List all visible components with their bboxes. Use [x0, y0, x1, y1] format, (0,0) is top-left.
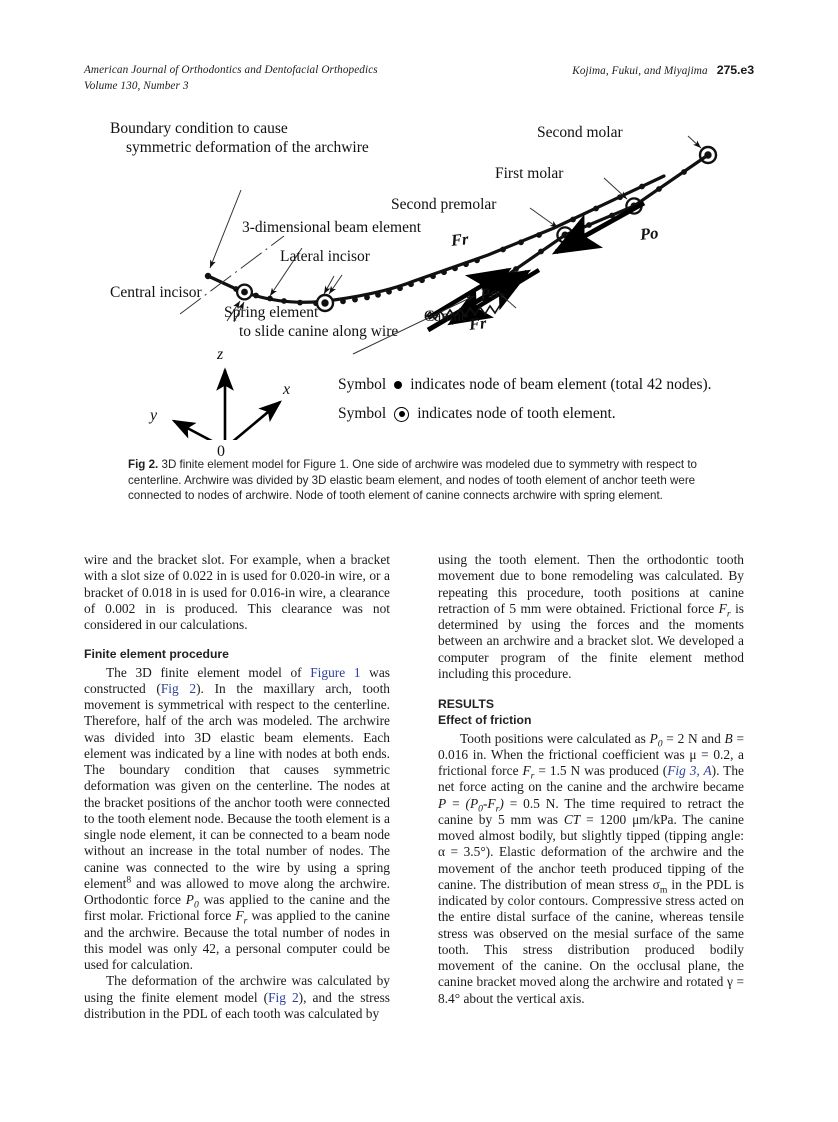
fep-text-d: and was allowed to move along the archwire. Orthodontic force	[84, 875, 390, 907]
label-fr-upper: Fr	[450, 229, 470, 250]
res-g: = 0.5 N. The time required to retract the canine by 5 mm was	[438, 795, 744, 827]
res-sigma-sub: m	[659, 884, 668, 896]
rc-text-a: using the tooth element. Then the orthodontic tooth movement due to bone remodeling was calculated. By repeating this procedure, tooth positions at canine retraction of 5 mm were obtained. Frictional force	[438, 552, 744, 616]
res-expr-3: )	[499, 795, 504, 811]
symbol-F-subscript: r	[243, 915, 248, 927]
res-symbol-CT: CT	[563, 811, 581, 827]
heading-results: RESULTS	[438, 697, 494, 711]
res-symbol-Fr: F	[522, 763, 531, 778]
figure-caption	[128, 457, 712, 504]
symbol-F-right-sub: r	[726, 608, 731, 620]
legend-beam-node-text: indicates node of beam element (total 42 nodes).	[410, 376, 712, 393]
paragraph-fep-1	[84, 665, 390, 974]
res-f: =	[446, 795, 466, 811]
fep-text-f: was applied to the canine and the archwire. Because the total number of nodes in this model was only 42, a personal computer could be used for calculation.	[84, 908, 390, 972]
running-head-right	[572, 63, 754, 77]
symbol-F-right: F	[718, 600, 727, 616]
leader-first-molar	[604, 178, 627, 199]
paragraph-right-continuation	[438, 552, 744, 682]
label-fr-lower: Fr	[468, 313, 488, 334]
res-a: Tooth positions were calculated as	[460, 730, 650, 746]
leader-second-molar	[688, 136, 701, 148]
link-fig-2-a[interactable]: Fig 2	[160, 680, 197, 696]
label-p0-molar: Po	[639, 223, 660, 244]
symbol-P-subscript: 0	[193, 899, 199, 911]
page-number: 275.e3	[716, 63, 754, 77]
journal-volume: Volume 130, Number 3	[84, 79, 189, 92]
res-d: = 1.5 N was produced (	[534, 763, 668, 778]
label-lateral-incisor: Lateral incisor	[280, 248, 370, 265]
fep-text-e: was applied to the canine and the first molar. Frictional force	[84, 892, 390, 924]
tooth-node-icon	[394, 407, 409, 422]
res-symbol-P: P	[438, 795, 447, 811]
figure-caption-label: Fig 2.	[128, 458, 159, 471]
paragraph-continuation: wire and the bracket slot. For example, when a bracket with a slot size of 0.022 in is used for 0.020-in wire, or a bracket of 0.018 in is used for 0.016-in wire, a clearance of 0.002 in is produced. This clearance was not considered in our calculations.	[84, 552, 390, 632]
link-figure-1[interactable]: Figure 1	[310, 664, 361, 680]
legend-tooth-node	[338, 405, 616, 423]
label-second-premolar: Second premolar	[391, 196, 497, 213]
legend-tooth-node-text: indicates node of tooth element.	[417, 405, 616, 422]
paragraph-fep-2	[84, 973, 390, 1022]
leader-canine	[498, 292, 516, 308]
running-head	[84, 63, 754, 97]
res-c: = 0.016 in. When the frictional coefficient was μ = 0.2, a frictional force	[438, 730, 744, 778]
figure-caption-text: 3D finite element model for Figure 1. One side of archwire was modeled due to symmetry with respect to centerline. Archwire was divided by 3D elastic beam element, and nodes of tooth element of anchor teeth were connected to nodes of archwire. Node of tooth element of canine connects archwire with spring element.	[128, 458, 697, 503]
leader-boundary	[210, 190, 241, 268]
symbol-F: F	[235, 908, 244, 924]
label-spring-line2: to slide canine along wire	[239, 323, 399, 340]
figure-2-artwork	[84, 118, 754, 460]
label-beam-element: 3-dimensional beam element	[242, 219, 422, 236]
heading-effect-of-friction: Effect of friction	[438, 713, 532, 728]
res-expr-1-sub: 0	[478, 803, 483, 815]
res-h: = 1200 μm/kPa. The canine moved almost bodily, but slightly tipped (tipping angle: α = 3.5°). Elastic deformation of the archwire and the movement of the anchor teeth produced tipping of the canine. The distribution of mean stress σ	[438, 811, 744, 892]
fep2-text-a: The deformation of the archwire was calculated by using the finite element model (	[84, 973, 390, 1005]
res-expr-1: (P	[465, 795, 479, 811]
label-p0-canine: Po	[479, 283, 500, 304]
figure-2	[84, 118, 754, 460]
res-symbol-P0-sub: 0	[657, 738, 663, 750]
res-symbol-Fr-sub: r	[530, 770, 535, 782]
label-central-incisor: Central incisor	[110, 284, 202, 301]
label-second-molar: Second molar	[537, 124, 623, 141]
label-first-molar: First molar	[495, 165, 564, 182]
leader-second-premolar	[530, 208, 558, 228]
label-spring-line1: Spring element	[224, 304, 319, 321]
legend-beam-node	[338, 376, 712, 394]
res-symbol-B: B	[724, 730, 733, 746]
journal-name: American Journal of Orthodontics and Dentofacial Orthopedics	[84, 64, 378, 76]
fep2-text-b: ), and the stress distribution in the PDL of each tooth was calculated by	[84, 989, 391, 1021]
paragraph-results-1	[438, 731, 744, 1007]
coordinate-axes	[174, 370, 280, 440]
authors-line: Kojima, Fukui, and Miyajima	[572, 65, 708, 77]
axis-label-z: z	[217, 346, 224, 363]
footnote-ref-8[interactable]: 8	[126, 874, 132, 886]
axis-label-y: y	[150, 407, 158, 424]
res-expr-2-sub: r	[495, 803, 500, 815]
label-canine: Canine	[424, 308, 468, 325]
label-boundary-line2: symmetric deformation of the archwire	[126, 139, 369, 156]
link-fig-2-b[interactable]: Fig 2	[268, 989, 299, 1005]
leader-lateral-incisor	[329, 275, 342, 294]
res-b: = 2 N and	[662, 730, 725, 746]
legend-symbol-word-1: Symbol	[338, 376, 387, 393]
rc-text-b: is determined by using the forces and the moments between an archwire and a bracket slot. We developed a computer program of the finite element method including this procedure.	[438, 600, 744, 681]
res-expr-2: -F	[482, 795, 496, 811]
fep-text-c: ). In the maxillary arch, tooth movement is symmetrical with respect to the centerline. Therefore, half of the arch was modeled. The archwire was divided into 3D elastic beam elements. Each element was indicated by a line with nodes at both ends. The boundary condition that causes symmetric deformation was given on the centerline. The nodes at the bracket positions of the anchor tooth were connected to the tooth element node. Because the tooth element is a single node element, it can be connected to a beam node without an increase in the total number of nodes. The canine was connected to the wire by using a spring element	[84, 680, 390, 891]
axis-origin: 0	[217, 443, 225, 460]
fep-text-a: The 3D finite element model of	[106, 664, 311, 680]
journal-title-block	[84, 63, 378, 94]
label-boundary-line1: Boundary condition to cause	[110, 120, 288, 137]
beam-node-icon	[394, 381, 402, 389]
link-fig-3a[interactable]: Fig 3, A	[667, 763, 712, 778]
symbol-P: P	[185, 892, 194, 907]
body-column-right	[438, 552, 744, 1007]
fep-text-b: was constructed (	[84, 664, 390, 696]
res-i: in the PDL is indicated by color contours. Compressive stress acted on the entire distal surface of the canine, whereas tensile stress was observed on the mesial surface of the same tooth. This stress distribution produced bodily movement of the canine. On the occlusal plane, the canine bracket moved along the archwire and rotated γ = 8.4° about the vertical axis.	[438, 876, 744, 1006]
res-symbol-P0: P	[649, 730, 658, 746]
axis-label-x: x	[283, 381, 291, 398]
heading-finite-element-procedure: Finite element procedure	[84, 647, 229, 662]
body-column-left	[84, 552, 390, 1022]
legend-symbol-word-2: Symbol	[338, 405, 387, 422]
res-e: ). The net force acting on the canine and the archwire became	[438, 763, 745, 795]
